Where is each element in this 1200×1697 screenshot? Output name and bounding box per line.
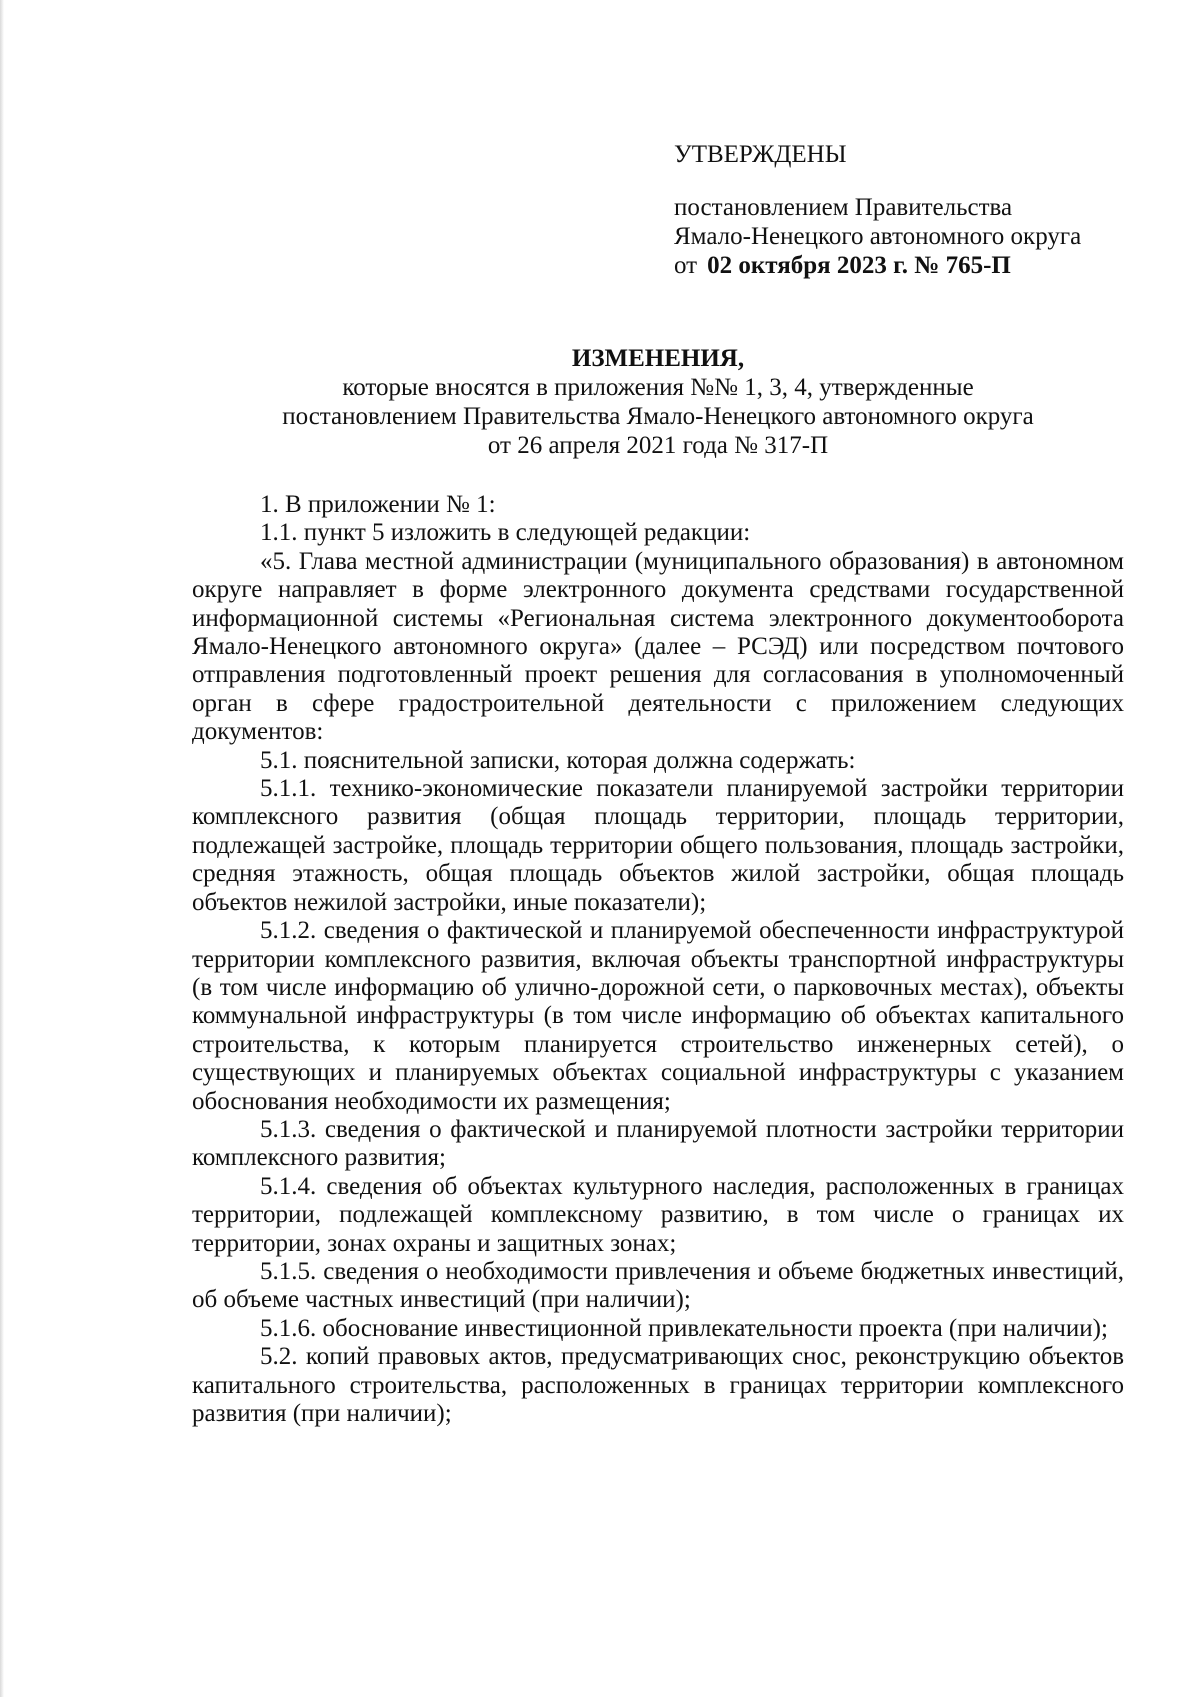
- paragraph: 5.2. копий правовых актов, предусматривающих снос, реконструкцию объектов капитального строительства, расположенных в границах территории комплексного развития (при наличии);: [192, 1343, 1124, 1427]
- approval-line-2: Ямало-Ненецкого автономного округа: [674, 223, 1082, 250]
- paragraph: 5.1.4. сведения об объектах культурного наследия, расположенных в границах территории, подлежащей комплексному развитию, в том числе о границах их территории, зонах охраны и защитных зонах;: [192, 1172, 1124, 1257]
- document-subtitle-line-1: которые вносятся в приложения №№ 1, 3, 4, утвержденные: [342, 374, 974, 401]
- paragraph: 5.1. пояснительной записки, которая должна содержать:: [260, 746, 856, 774]
- paragraph: 5.1.6. обоснование инвестиционной привлекательности проекта (при наличии);: [260, 1314, 1108, 1342]
- document-title: ИЗМЕНЕНИЯ,: [571, 345, 745, 372]
- paragraph: «5. Глава местной администрации (муниципального образования) в автономном округе направляет в форме электронного документа средствами государственной информационной системы «Региональная система электронного документооборота Ямало-Ненецкого автономного округа» (далее – РСЭД) или посредством почтового отправления подготовленный проект решения для согласования в уполномоченный орган в сфере градостроительной деятельности с приложением следующих документов:: [192, 547, 1124, 746]
- approval-date-number: 02 октября 2023 г. № 765-П: [707, 252, 1011, 279]
- paragraph: 5.1.2. сведения о фактической и планируемой обеспеченности инфраструктурой территории комплексного развития, включая объекты транспортной инфраструктуры (в том числе информацию об улично-дорожной сети, о парковочных местах), объекты коммунальной инфраструктуры (в том числе информацию об объектах капитального строительства, к которым планируется строительство инженерных сетей), о существующих и планируемых объектах социальной инфраструктуры с указанием обоснования необходимости их размещения;: [192, 917, 1124, 1115]
- document-body: [192, 491, 1124, 1428]
- document-subtitle-line-2: постановлением Правительства Ямало-Ненецкого автономного округа: [282, 403, 1034, 430]
- approval-date-line: [674, 251, 1144, 280]
- approval-line-1: постановлением Правительства: [674, 194, 1013, 221]
- document-subtitle-line-3: от 26 апреля 2021 года № 317-П: [487, 432, 829, 459]
- paragraph: 5.1.3. сведения о фактической и планируемой плотности застройки территории комплексного развития;: [192, 1115, 1124, 1172]
- paragraph: 5.1.5. сведения о необходимости привлечения и объеме бюджетных инвестиций, об объеме частных инвестиций (при наличии);: [192, 1257, 1124, 1314]
- document-title-block: [192, 344, 1124, 460]
- approval-heading: УТВЕРЖДЕНЫ: [674, 141, 847, 168]
- paragraph: 1. В приложении № 1:: [260, 491, 496, 518]
- scan-edge-shadow: [0, 0, 4, 1697]
- paragraph: 5.1.1. технико-экономические показатели планируемой застройки территории комплексного развития (общая площадь территории, площадь территории, подлежащей застройке, площадь территории общего пользования, площадь застройки, средняя этажность, общая площадь объектов жилой застройки, общая площадь объектов нежилой застройки, иные показатели);: [192, 775, 1124, 916]
- approval-date-prefix: от: [674, 252, 698, 279]
- approval-stamp-block: [674, 140, 1144, 280]
- paragraph: 1.1. пункт 5 изложить в следующей редакции:: [260, 519, 751, 547]
